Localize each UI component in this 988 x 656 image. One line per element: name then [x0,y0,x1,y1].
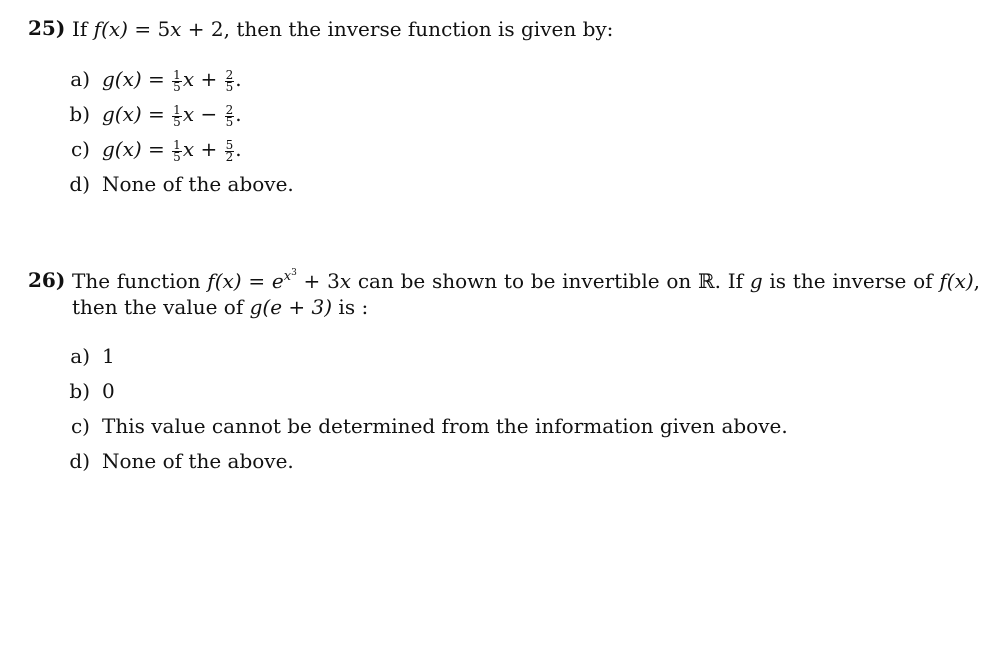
math-g-expr: g(e + 3) [249,295,333,319]
question-stem [72,16,980,42]
exponent-base: x [283,269,292,284]
stem-text: can be shown to be invertible on [351,269,699,293]
fraction [172,140,182,163]
question-stem [72,268,980,320]
option-text: 0 [102,379,115,403]
math-fx: f(x) [207,269,242,293]
stem-text: The function [72,269,208,293]
option-label: b) [69,102,90,126]
stem-text: + 2, then the inverse function is given by: [181,17,614,41]
option-label: d) [69,172,90,196]
stem-text: is the inverse of [762,269,940,293]
period: . [235,137,242,161]
option-25c[interactable] [60,136,242,162]
math-e: e [271,269,284,293]
math-g: g [749,269,763,293]
option-text: None of the above. [102,449,294,473]
option-label: c) [70,414,90,438]
option-25d[interactable] [60,171,294,197]
stem-text: is : [332,295,369,319]
option-text: 1 [102,344,115,368]
exponent-power: 3 [291,268,297,278]
option-label: b) [69,379,90,403]
option-text: This value cannot be determined from the information given above. [102,414,788,438]
option-26c[interactable] [60,413,788,439]
denominator: 5 [225,115,234,129]
numerator: 1 [173,68,181,82]
option-label: a) [70,344,90,368]
option-26d[interactable] [60,448,294,474]
question-25 [28,16,980,42]
math-op: + [194,137,224,161]
question-number: 26) [28,268,66,292]
math-eq: = [141,102,172,126]
stem-text: = 5 [127,17,171,41]
math-fx: f(x) [93,17,128,41]
math-eq: = [241,269,272,293]
numerator: 5 [225,138,234,152]
option-25b[interactable] [60,101,242,127]
option-label: d) [69,449,90,473]
numerator: 1 [173,138,181,152]
math-eq: = [141,137,172,161]
denominator: 5 [225,80,234,94]
numerator: 1 [173,103,181,117]
period: . [235,67,242,91]
math-x: x [339,269,352,293]
math-x: x [182,102,195,126]
period: . [235,102,242,126]
math-op: − [194,102,224,126]
option-26b[interactable] [60,378,115,404]
fraction [172,70,182,93]
denominator: 5 [173,115,181,129]
question-number: 25) [28,16,66,40]
math-x: x [182,67,195,91]
reals-symbol: ℝ [698,269,715,293]
denominator: 5 [173,150,181,164]
numerator: 2 [225,103,234,117]
denominator: 5 [173,80,181,94]
exponent [284,269,297,284]
fraction [172,105,182,128]
fraction [225,140,235,163]
math-gx: g(x) [102,102,142,126]
math-fx: f(x) [939,269,974,293]
fraction [225,105,235,128]
option-25a[interactable] [60,66,242,92]
option-label: c) [70,137,90,161]
math-x: x [182,137,195,161]
math-gx: g(x) [102,137,142,161]
denominator: 2 [225,150,234,164]
option-26a[interactable] [60,343,115,369]
fraction [225,70,235,93]
math-eq: = [141,67,172,91]
option-text: None of the above. [102,172,294,196]
math-gx: g(x) [102,67,142,91]
math-op: + [194,67,224,91]
option-label: a) [70,67,90,91]
math-x: x [170,17,182,41]
question-26 [28,268,980,320]
stem-text: , then the value of [72,269,981,319]
stem-text: . If [714,269,750,293]
numerator: 2 [225,68,234,82]
stem-text: + 3 [296,269,340,293]
stem-text: If [72,17,94,41]
